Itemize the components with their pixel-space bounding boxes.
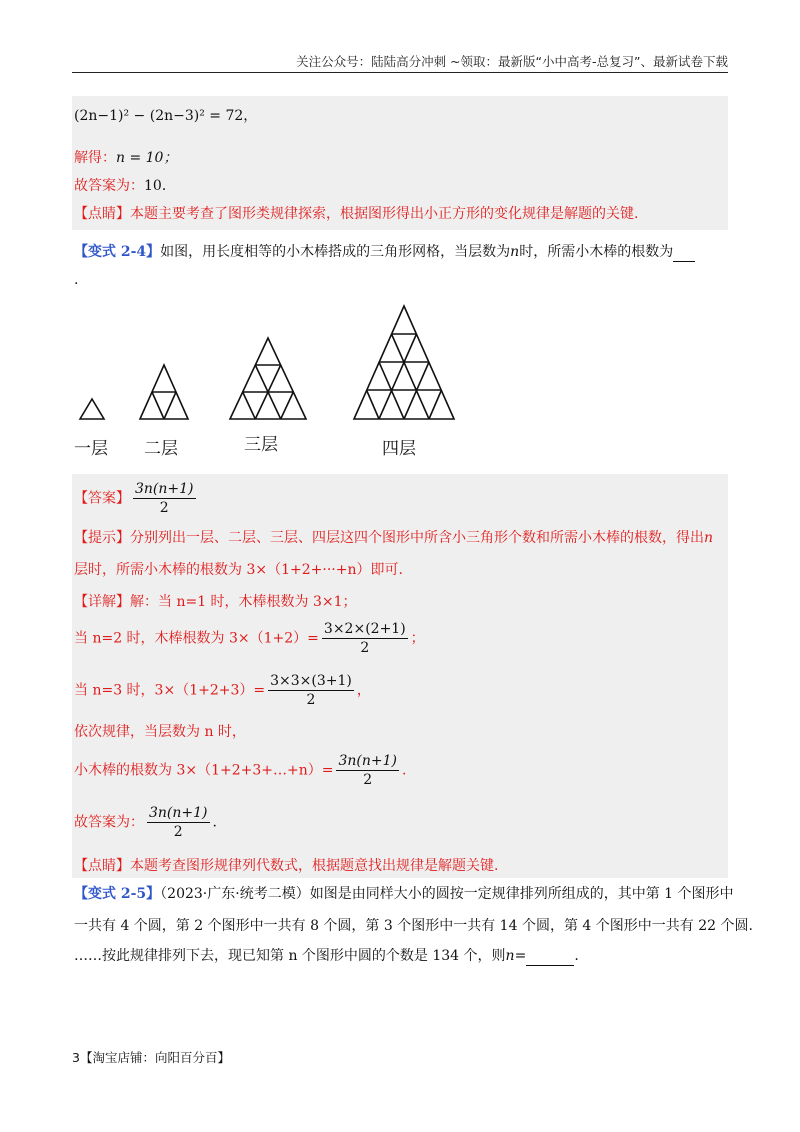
- question-2-5-var: n: [505, 948, 515, 964]
- question-2-5-end: .: [574, 948, 579, 964]
- answer-value: 10．: [144, 178, 176, 194]
- question-2-4-line1: [74, 242, 695, 262]
- detail-3-pre: 当 n=3 时，3×（1+2+3）=: [74, 682, 266, 699]
- label-layer-3: 三层: [244, 435, 278, 455]
- question-text-b: 时，所需小木棒的根数为: [519, 244, 674, 260]
- detail-2-pre: 当 n=2 时，木棒根数为 3×（1+2）=: [74, 630, 319, 647]
- question-2-5-line3: [74, 946, 579, 966]
- comment-2-4-line: [74, 856, 498, 876]
- label-layer-2: 二层: [144, 439, 178, 459]
- detail-line5: [74, 752, 406, 789]
- final-fraction: $\frac{3n(n+1)}{2}$: [149, 805, 208, 840]
- comment-line: [74, 204, 638, 224]
- answer-tag: 【答案】: [74, 490, 130, 507]
- detail-2-fraction: $\frac{3\times 2\times(2+1)}{2}$: [323, 621, 406, 656]
- question-2-5-line2: [74, 916, 753, 936]
- label-layer-4: 四层: [382, 439, 416, 459]
- answer-line: [74, 176, 176, 196]
- header-rule: [72, 72, 728, 73]
- detail-tag: 【详解】: [74, 594, 130, 610]
- final-answer-line: [74, 804, 217, 841]
- comment-tag: 【点睛】: [74, 206, 130, 222]
- detail-4: 依次规律，当层数为 n 时，: [74, 724, 246, 740]
- page-header: 关注公众号：陆陆高分冲刺 ~领取：最新版“小中高考-总复习”、最新试卷下载: [296, 54, 728, 69]
- comment-2-4-tag: 【点睛】: [74, 858, 130, 874]
- question-2-4-line2: [74, 270, 78, 290]
- triangle-3-layers: [230, 338, 306, 419]
- label-layer-1: 一层: [74, 439, 108, 459]
- detail-5-pre: 小木棒的根数为 3×（1+2+3+…+n）=: [74, 762, 334, 779]
- equation: (2n−1)² − (2n−3)² = 72，: [74, 108, 258, 124]
- question-text-a: 如图，用长度相等的小木棒搭成的三角形网格，当层数为: [160, 244, 511, 260]
- triangle-figures: [72, 300, 728, 460]
- detail-3-fraction: $\frac{3\times 3\times(3+1)}{2}$: [270, 673, 352, 708]
- answer-blank-2-5[interactable]: [526, 951, 574, 966]
- solve-label: 解得：: [74, 150, 116, 166]
- question-tag: 【变式 2-4】: [74, 244, 161, 260]
- solve-line: [74, 148, 177, 168]
- question-2-5-line1: [74, 884, 734, 904]
- final-post: .: [212, 814, 217, 831]
- triangle-4-layers: [354, 306, 454, 419]
- hint-tag: 【提示】: [74, 530, 130, 546]
- question-2-5-text1: （2023·广东·统考二模）如图是由同样大小的圆按一定规律排列所组成的，其中第 1 个图形中: [160, 886, 734, 902]
- hint-var-n: n: [704, 530, 714, 546]
- hint-line1: [74, 528, 713, 548]
- detail-3-post: ，: [356, 682, 371, 699]
- question-2-5-eq: =: [514, 948, 527, 964]
- answer-fraction: $\frac{3n(n+1)}{2}$: [135, 481, 194, 516]
- answer-blank[interactable]: [673, 247, 695, 262]
- question-end: .: [74, 272, 79, 288]
- detail-line1: [74, 592, 357, 612]
- detail-2-post: ；: [410, 630, 425, 647]
- detail-line3: [74, 672, 371, 709]
- detail-1: 解：当 n=1 时，木棒根数为 3×1；: [130, 594, 357, 610]
- comment-text: 本题主要考查了图形类规律探索，根据图形得出小正方形的变化规律是解题的关键.: [130, 206, 639, 222]
- detail-line2: [74, 620, 425, 657]
- question-var-n: n: [510, 244, 520, 260]
- page-footer: 3【淘宝店铺：向阳百分百】: [72, 1050, 230, 1065]
- final-label: 故答案为：: [74, 814, 144, 831]
- detail-line4: [74, 722, 246, 742]
- hint-line2: [74, 560, 403, 580]
- triangle-1-layer: [80, 306, 105, 419]
- solve-value: n = 10；: [116, 150, 178, 166]
- detail-5-post: .: [402, 762, 407, 779]
- question-2-5-tag: 【变式 2-5】: [74, 886, 161, 902]
- answer-row: [74, 480, 199, 517]
- question-2-5-text3: ……按此规律排列下去，现已知第 n 个图形中圆的个数是 134 个，则: [74, 948, 506, 964]
- answer-label: 故答案为：: [74, 178, 144, 194]
- triangle-2-layers: [140, 365, 188, 419]
- comment-2-4-text: 本题考查图形规律列代数式，根据题意找出规律是解题关键.: [130, 858, 499, 874]
- question-2-5-text2: 一共有 4 个圆，第 2 个图形中一共有 8 个圆，第 3 个图形中一共有 14 个圆，第 4 个图形中一共有 22 个圆.: [74, 918, 753, 934]
- hint-text-b: 层时，所需小木棒的根数为 3×（1+2+···+n）即可.: [74, 562, 403, 578]
- hint-text-a: 分别列出一层、二层、三层、四层这四个图形中所含小三角形个数和所需小木棒的根数，得出: [130, 530, 704, 546]
- detail-5-fraction: $\frac{3n(n+1)}{2}$: [338, 753, 397, 788]
- equation-line: [74, 106, 257, 126]
